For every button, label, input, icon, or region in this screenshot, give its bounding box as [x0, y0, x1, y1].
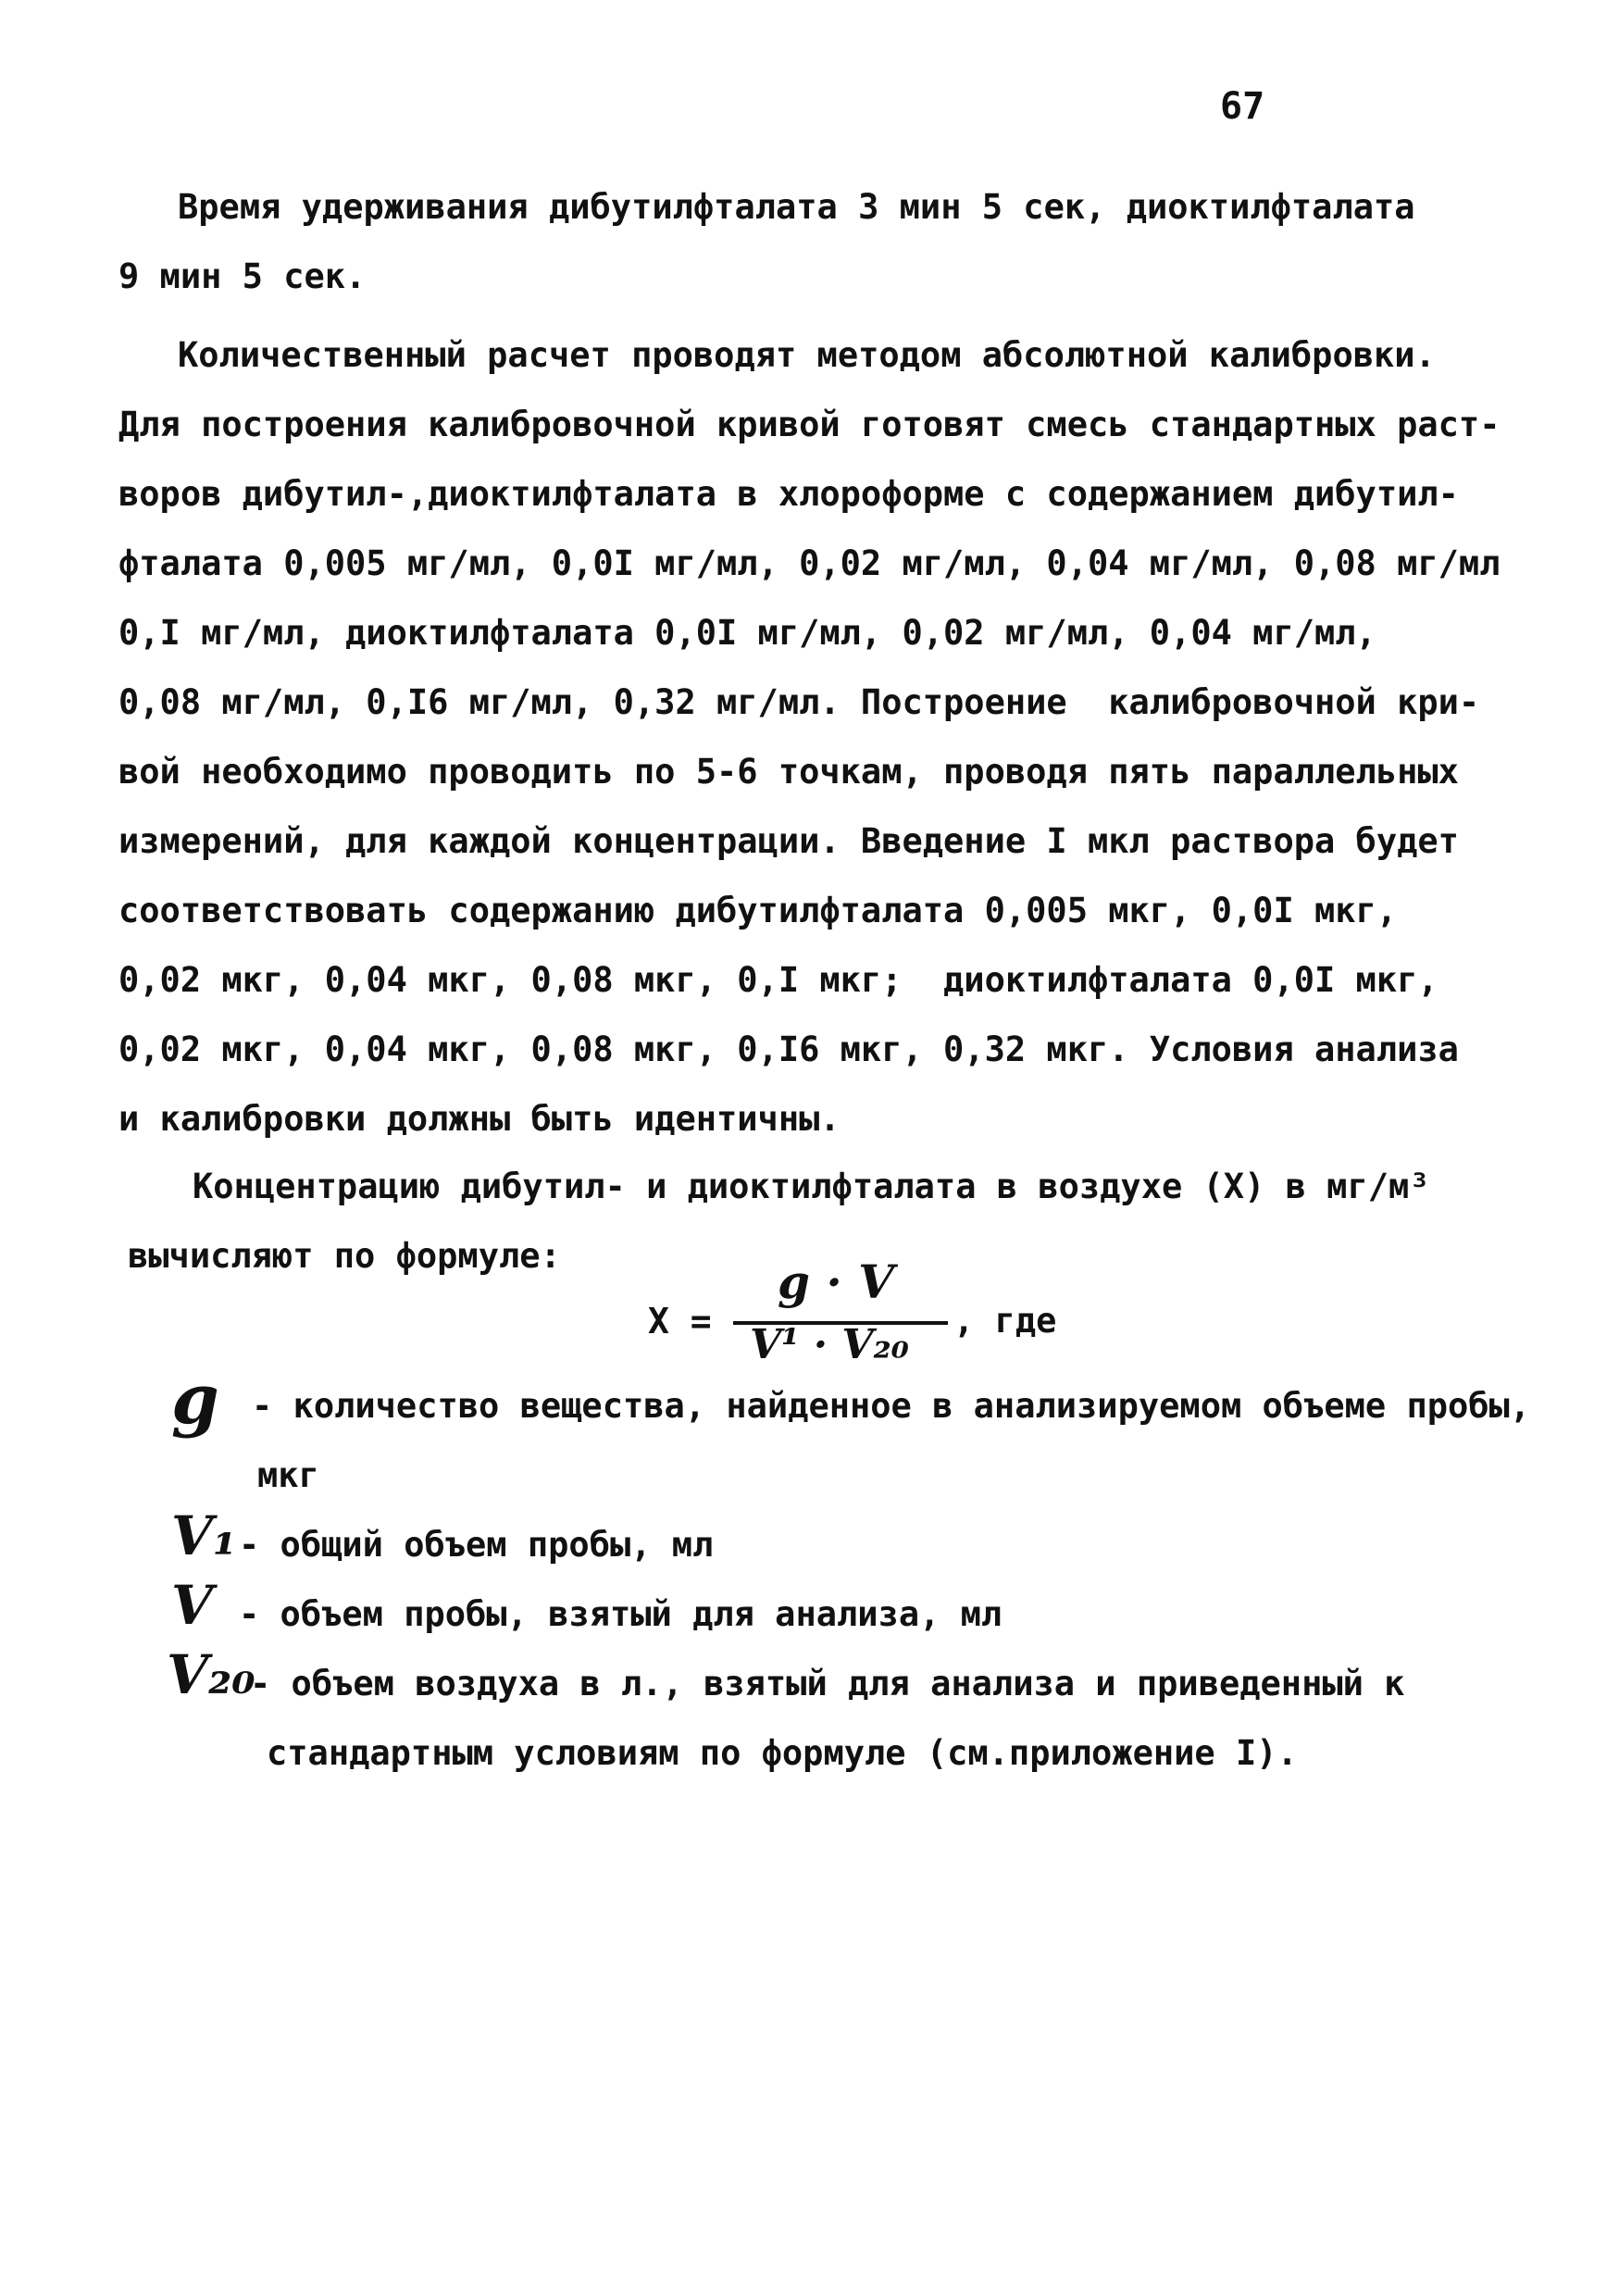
text-line: Время удерживания дибутилфталата 3 мин 5 сек, диоктилфталата — [178, 187, 1415, 227]
text-line: Количественный расчет проводят методом абсолютной калибровки. — [178, 335, 1436, 375]
formula — [639, 1254, 1157, 1366]
definition-text: - объем пробы, взятый для анализа, мл — [239, 1594, 1003, 1634]
definition-text: стандартным условиям по формуле (см.приложение I). — [267, 1733, 1298, 1773]
text-line: соответствовать содержанию дибутилфталата 0,005 мкг, 0,0I мкг, — [118, 891, 1398, 930]
formula-denominator: V¹ · V₂₀ — [750, 1321, 910, 1368]
formula-lhs: X = — [648, 1301, 712, 1341]
text-line: Для построения калибровочной кривой готовят смесь стандартных раст- — [118, 405, 1501, 444]
definition-text: мкг — [257, 1455, 319, 1495]
text-line: 0,02 мкг, 0,04 мкг, 0,08 мкг, 0,I мкг; диоктилфталата 0,0I мкг, — [118, 960, 1438, 1000]
text-line: воров дибутил-,диоктилфталата в хлороформе с содержанием дибутил- — [118, 474, 1459, 514]
definition-text: - объем воздуха в л., взятый для анализа и приведенный к — [250, 1664, 1405, 1703]
text-line: 0,I мг/мл, диоктилфталата 0,0I мг/мл, 0,02 мг/мл, 0,04 мг/мл, — [118, 613, 1376, 653]
definition-symbol: V — [171, 1574, 214, 1637]
text-line: 0,02 мкг, 0,04 мкг, 0,08 мкг, 0,I6 мкг, 0,32 мкг. Условия анализа — [118, 1029, 1459, 1069]
definition-symbol: V₂₀ — [167, 1643, 255, 1706]
text-line: вой необходимо проводить по 5-6 точкам, проводя пять параллельных — [118, 752, 1459, 792]
text-line: измерений, для каждой концентрации. Введение I мкл раствора будет — [118, 821, 1459, 861]
page-number: 67 — [1220, 85, 1265, 128]
text-line: Концентрацию дибутил- и диоктилфталата в воздухе (X) в мг/м³ — [193, 1167, 1430, 1206]
text-line: вычисляют по формуле: — [128, 1236, 561, 1276]
definition-symbol: g — [171, 1360, 219, 1440]
definition-text: - общий объем пробы, мл — [239, 1525, 714, 1565]
formula-tail: , где — [953, 1301, 1057, 1341]
text-line: 9 мин 5 сек. — [118, 256, 367, 296]
text-line: и калибровки должны быть идентичны. — [118, 1099, 841, 1139]
formula-numerator: g · V — [778, 1254, 894, 1309]
text-line: фталата 0,005 мг/мл, 0,0I мг/мл, 0,02 мг/мл, 0,04 мг/мл, 0,08 мг/мл — [118, 543, 1501, 583]
text-line: 0,08 мг/мл, 0,I6 мг/мл, 0,32 мг/мл. Построение калибровочной кри- — [118, 682, 1480, 722]
definition-text: - количество вещества, найденное в анализируемом объеме пробы, — [252, 1386, 1531, 1426]
definition-symbol: V₁ — [171, 1504, 237, 1567]
